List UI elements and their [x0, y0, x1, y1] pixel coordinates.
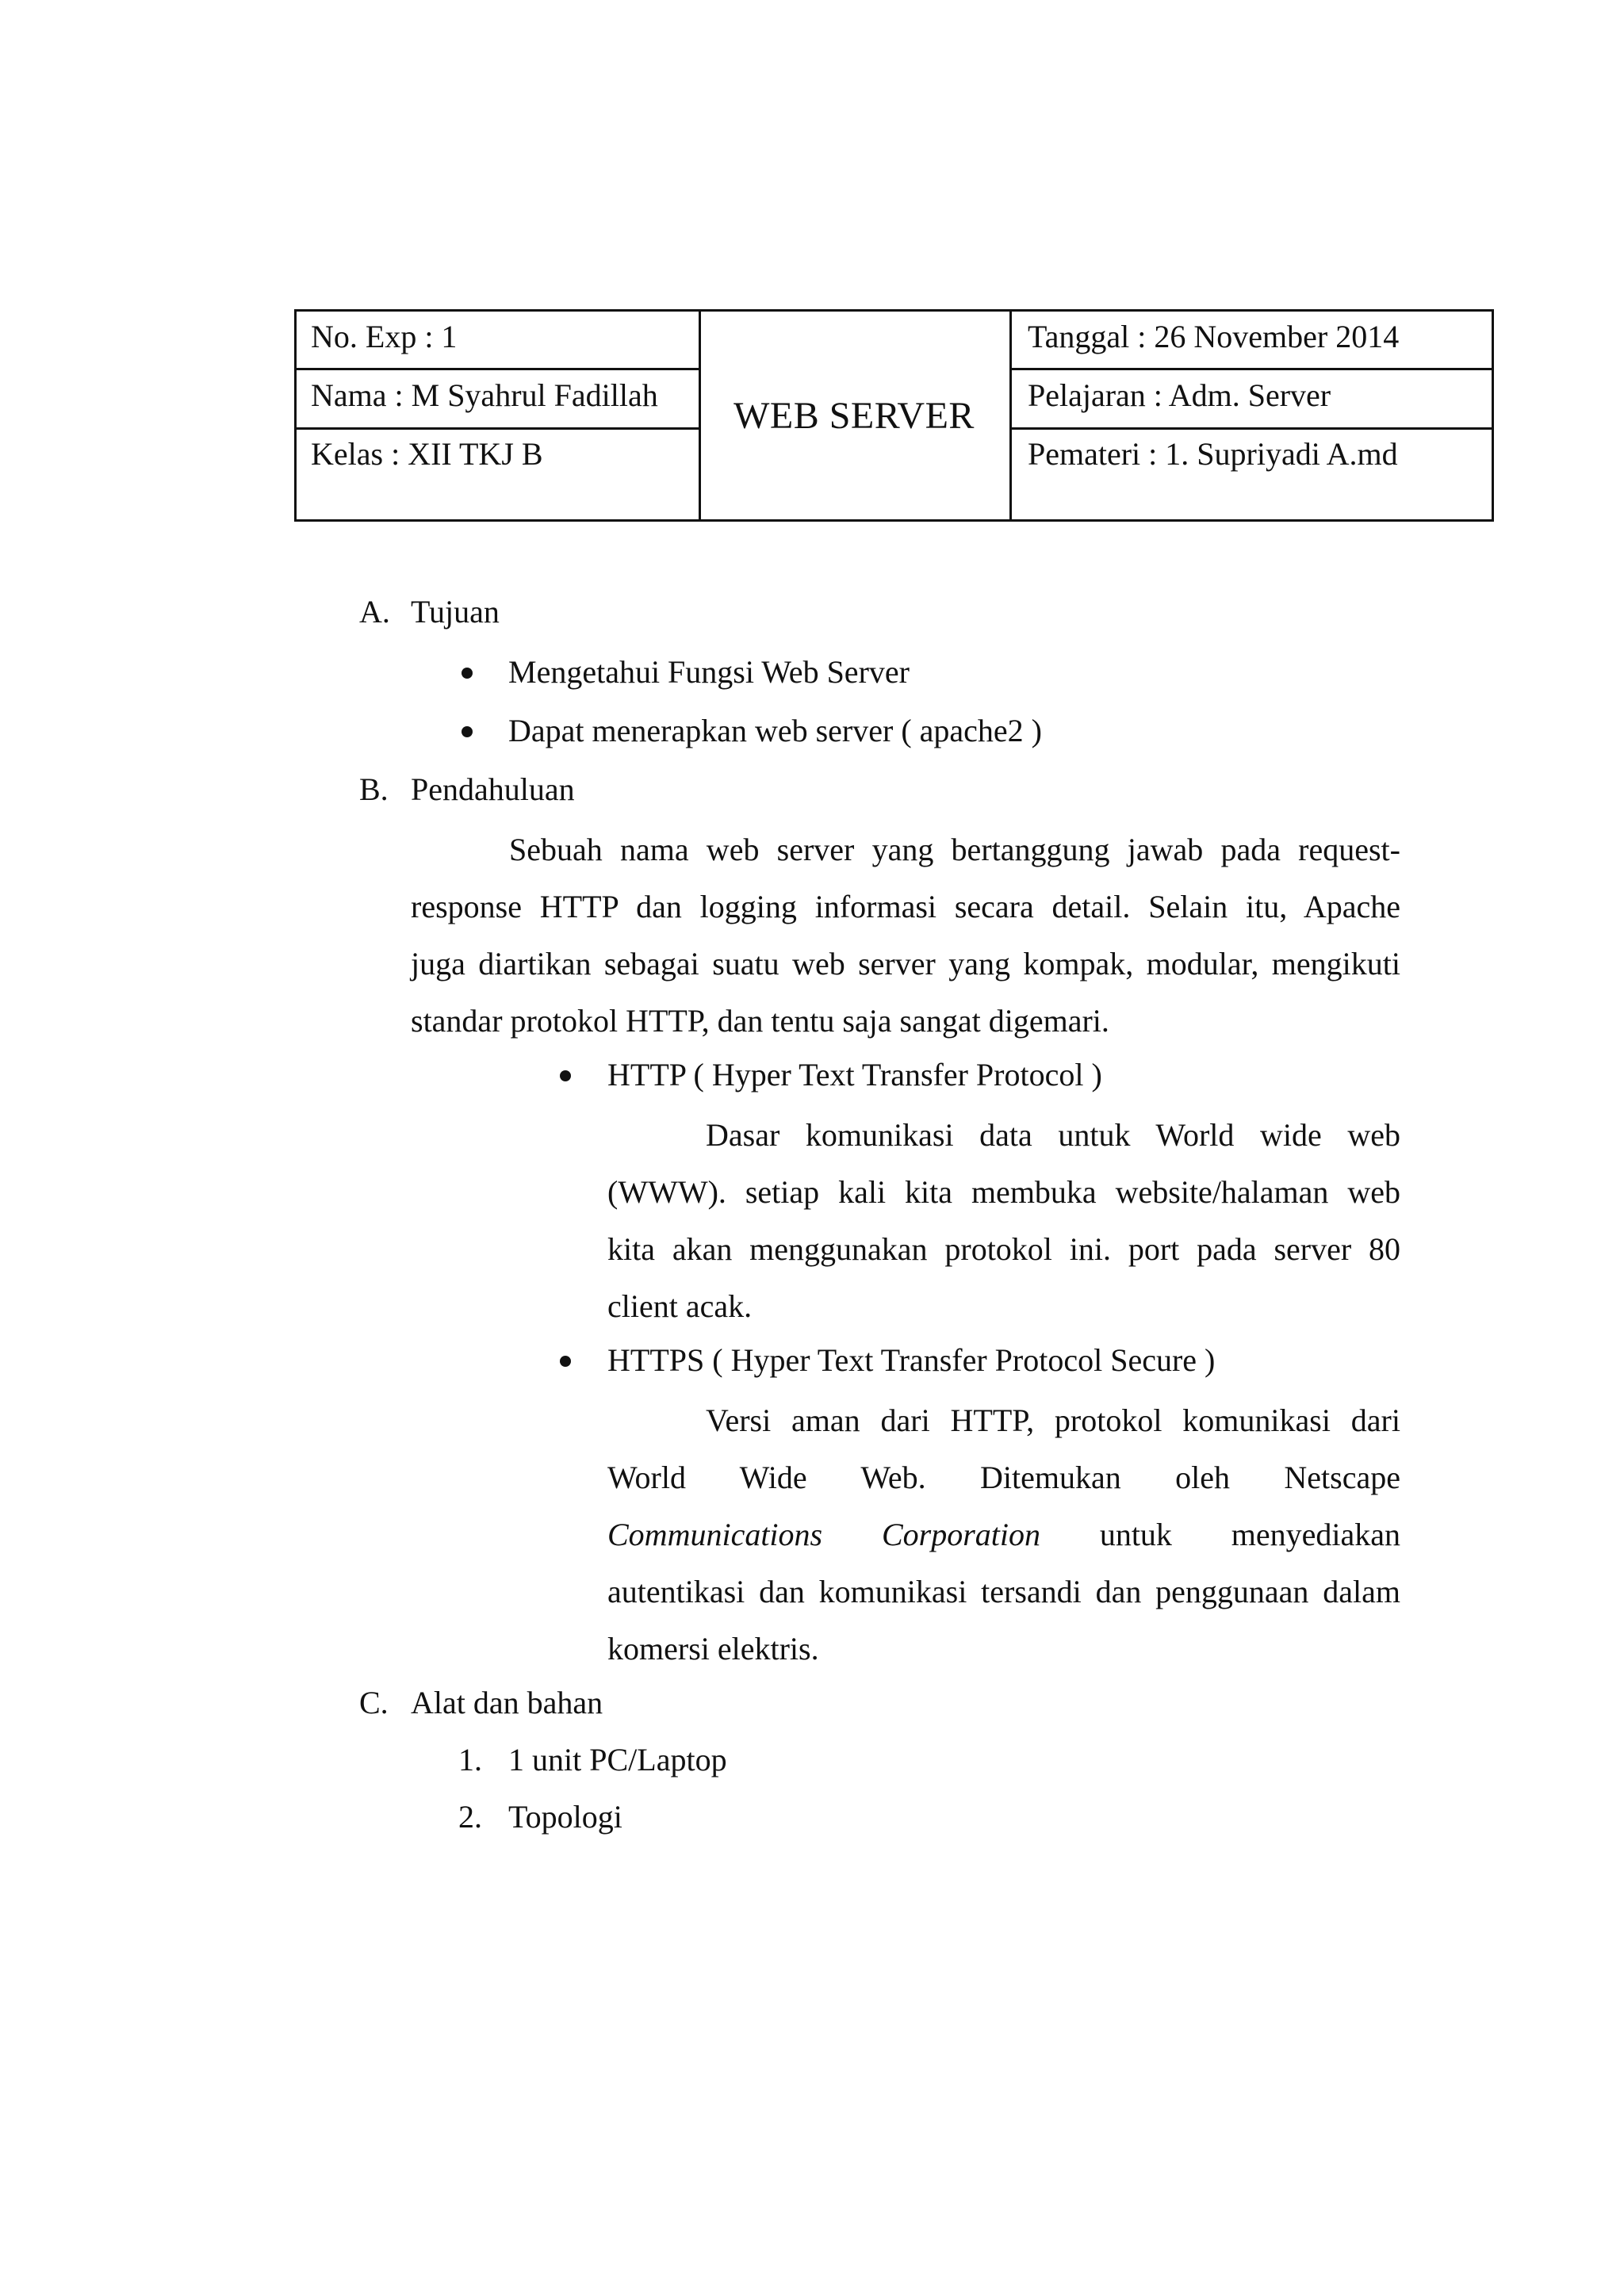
- section-a-label: A.: [359, 594, 390, 629]
- list-item: Topologi: [508, 1799, 622, 1835]
- intro-paragraph: [411, 821, 1400, 1050]
- https-paragraph: [607, 1392, 1400, 1678]
- bullet-icon: [560, 1356, 571, 1367]
- nama-cell: Nama : M Syahrul Fadillah: [311, 377, 658, 413]
- table-divider: [1009, 368, 1492, 370]
- document-title: WEB SERVER: [733, 394, 975, 437]
- list-number: 1.: [458, 1742, 482, 1777]
- section-c-label: C.: [359, 1685, 389, 1720]
- paragraph-line: (WWW). setiap kali kita membuka website/halaman web: [607, 1174, 1400, 1210]
- pelajaran-cell: Pelajaran : Adm. Server: [1028, 377, 1331, 413]
- paragraph-line: response HTTP dan logging informasi secara detail. Selain itu, Apache: [411, 889, 1400, 924]
- tanggal-cell: Tanggal : 26 November 2014: [1028, 319, 1400, 354]
- list-item: Dapat menerapkan web server ( apache2 ): [508, 713, 1042, 748]
- paragraph-line: Sebuah nama web server yang bertanggung jawab pada request-: [509, 832, 1400, 867]
- paragraph-line: autentikasi dan komunikasi tersandi dan penggunaan dalam: [607, 1574, 1400, 1609]
- paragraph-line: [607, 1506, 1400, 1563]
- paragraph-line: standar protokol HTTP, dan tentu saja sangat digemari.: [411, 1003, 1109, 1039]
- table-divider: [1009, 312, 1012, 519]
- bullet-icon: [462, 668, 473, 679]
- header-table: [294, 309, 1494, 522]
- https-heading: HTTPS ( Hyper Text Transfer Protocol Secure ): [607, 1342, 1216, 1378]
- list-item: 1 unit PC/Laptop: [508, 1742, 727, 1777]
- no-exp-cell: No. Exp : 1: [311, 319, 458, 354]
- list-item: Mengetahui Fungsi Web Server: [508, 654, 910, 690]
- kelas-cell: Kelas : XII TKJ B: [311, 436, 543, 472]
- paragraph-line: juga diartikan sebagai suatu web server yang kompak, modular, mengikuti: [411, 946, 1400, 982]
- paragraph-line: komersi elektris.: [607, 1631, 819, 1667]
- table-divider: [297, 368, 699, 370]
- italic-company-name: Communications Corporation: [607, 1517, 1040, 1552]
- paragraph-line: Versi aman dari HTTP, protokol komunikasi dari: [706, 1402, 1400, 1438]
- http-heading: HTTP ( Hyper Text Transfer Protocol ): [607, 1057, 1102, 1093]
- paragraph-line: kita akan menggunakan protokol ini. port pada server 80: [607, 1231, 1400, 1267]
- bullet-icon: [560, 1070, 571, 1081]
- section-a-title: Tujuan: [411, 594, 500, 629]
- paragraph-line: World Wide Web. Ditemukan oleh Netscape: [607, 1460, 1400, 1495]
- table-divider: [1009, 427, 1492, 430]
- paragraph-text: untuk menyediakan: [1099, 1517, 1400, 1552]
- pemateri-cell: Pemateri : 1. Supriyadi A.md: [1028, 436, 1398, 472]
- paragraph-line: client acak.: [607, 1288, 753, 1324]
- table-divider: [297, 427, 699, 430]
- section-b-title: Pendahuluan: [411, 771, 575, 807]
- section-b-label: B.: [359, 771, 389, 807]
- list-number: 2.: [458, 1799, 482, 1835]
- bullet-icon: [462, 726, 473, 737]
- http-paragraph: [607, 1107, 1400, 1335]
- section-c-title: Alat dan bahan: [411, 1685, 603, 1720]
- paragraph-line: Dasar komunikasi data untuk World wide web: [706, 1117, 1400, 1153]
